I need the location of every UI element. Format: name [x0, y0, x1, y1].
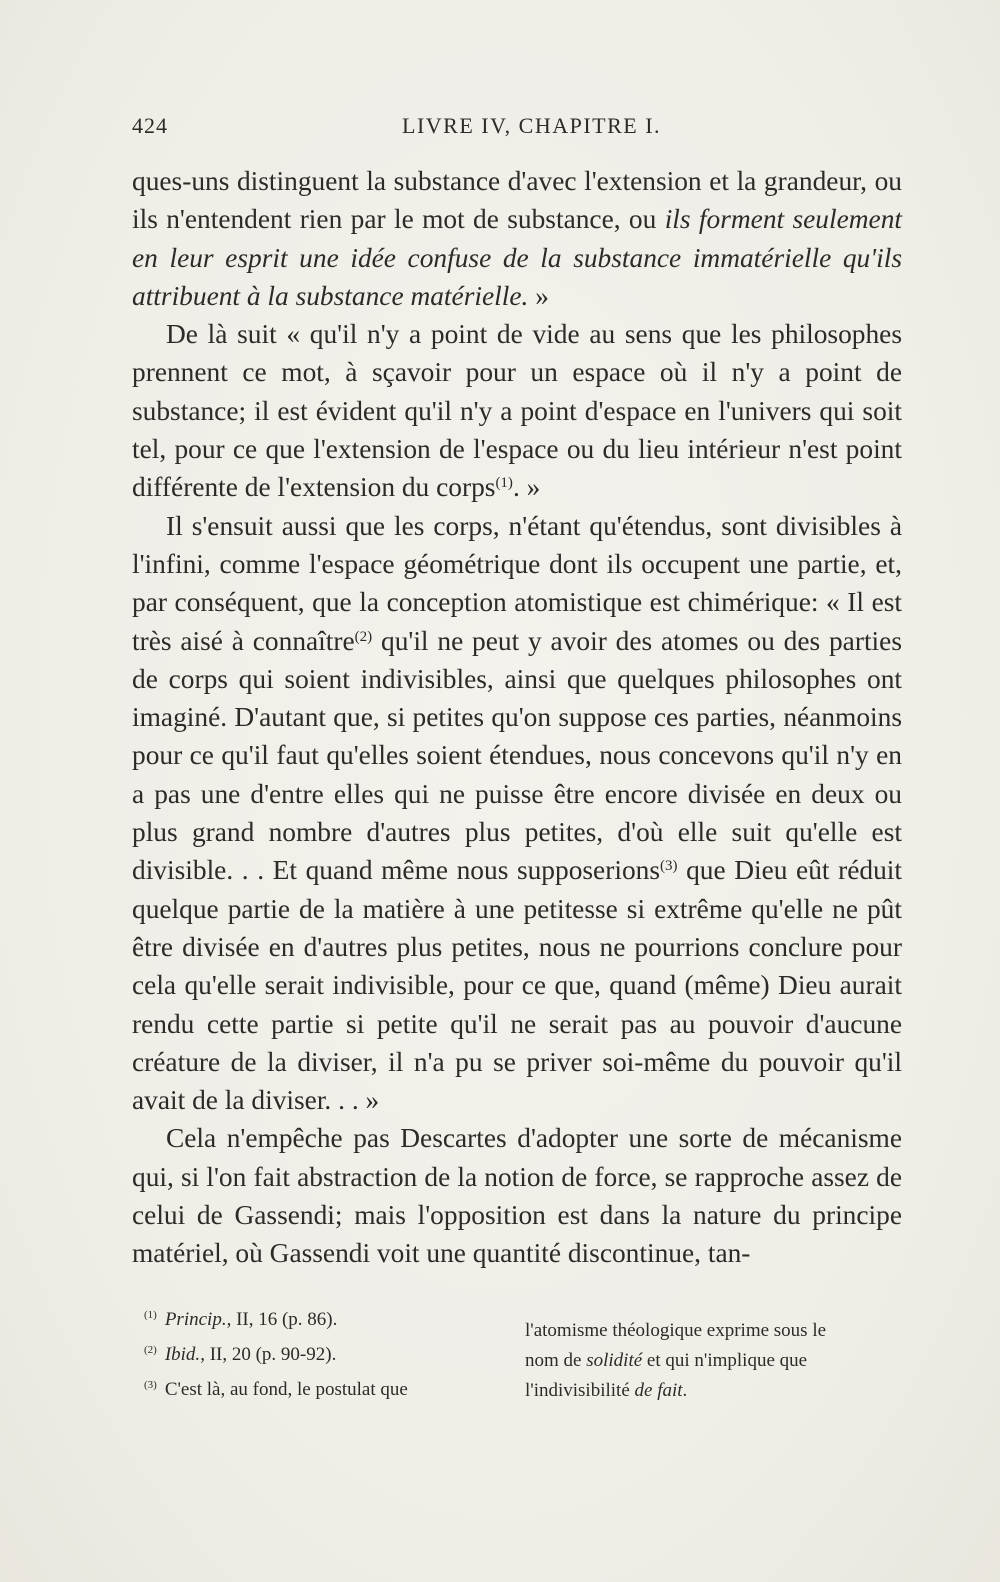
paragraph-1-close: » [528, 280, 549, 311]
paragraph-3-text-a: Il s'ensuit aussi que les corps, n'étant qu'étendus, sont divisibles à l'infini, comme l'espace géométrique dont ils occupent une partie, et, par conséquent, que la conception atomistique est chimérique: « Il est très aisé à connaître [132, 510, 902, 656]
footnote-3-line-3-b: . [682, 1380, 688, 1401]
footnote-1-source: Princip. [164, 1309, 227, 1330]
footnote-3-line-2-b: et qui n'implique que [642, 1350, 808, 1371]
paragraph-3 [132, 507, 902, 1120]
footnote-3-line-1: l'atomisme théologique exprime sous le [525, 1320, 827, 1341]
footnote-3-line-3-a: l'indivisibilité [525, 1380, 635, 1401]
footnote-3-text-left: C'est là, au fond, le postulat que [164, 1379, 408, 1400]
paragraph-1-italic: ils forment seulement en leur esprit une idée confuse de la substance immatérielle qu'ils attribuent à la substance matérielle. [132, 204, 903, 311]
footnote-2-source: Ibid. [164, 1344, 201, 1365]
footnote-3-line-2 [525, 1346, 900, 1376]
body-text [132, 162, 902, 1273]
footnote-ref-1: (1) [495, 475, 513, 492]
paragraph-2-close: . » [512, 472, 541, 503]
footnotes-right-column [525, 1316, 900, 1406]
chapter-heading: LIVRE IV, CHAPITRE I. [402, 113, 662, 138]
footnote-ref-2: (2) [354, 628, 373, 645]
paragraph-3-text-c: que Dieu eût réduit quelque partie de la matière à une petitesse si extrême qu'elle ne pût être divisée en d'autres plus petites, nous ne pourrions conclure pour cela qu'elle serait indivisible, pour ce que, quand (même) Dieu aurait rendu cette partie si petite qu'il ne serait pas au pouvoir d'aucune créature de la diviser, il n'a pu se priver soi-même du pouvoir qu'il avait de la diviser. . . » [132, 855, 902, 1116]
footnotes [132, 1300, 902, 1420]
footnote-2 [144, 1335, 504, 1370]
footnote-3 [144, 1370, 504, 1405]
footnote-3-line-2-a: nom de [525, 1350, 587, 1371]
footnote-ref-3: (3) [660, 858, 678, 875]
footnote-3-line-3-italic: de fait [634, 1380, 683, 1401]
footnote-3-line-3 [525, 1376, 900, 1406]
footnote-1-text: , II, 16 (p. 86). [226, 1309, 338, 1330]
footnote-2-mark: (2) [144, 1344, 157, 1356]
page-number: 424 [132, 113, 168, 138]
paragraph-1 [132, 162, 902, 315]
footnote-3-mark: (3) [144, 1379, 157, 1391]
paragraph-1-text: ques-uns distinguent la substance d'avec l'extension et la grandeur, ou ils n'entendent rien par le mot de substance, ou [132, 166, 902, 235]
paragraph-4: Cela n'empêche pas Descartes d'adopter une sorte de mécanisme qui, si l'on fait abstraction de la notion de force, se rapproche assez de celui de Gassendi; mais l'opposition est dans la nature du principe matériel, où Gassendi voit une quantité discontinue, tan- [132, 1123, 902, 1269]
footnote-1-mark: (1) [144, 1309, 157, 1321]
paragraph-2-text: De là suit « qu'il n'y a point de vide au sens que les philosophes prennent ce mot, à sçavoir pour un espace où il n'y a point de substance; il est évident qu'il n'y a point d'espace en l'univers qui soit tel, pour ce que l'extension de l'espace ou du lieu intérieur n'est point différente de l'extension du corps [132, 319, 902, 503]
footnote-1 [144, 1300, 504, 1335]
footnote-3-line-2-italic: solidité [586, 1350, 643, 1371]
footnotes-left-column [144, 1300, 504, 1405]
paragraph-3-text-b: qu'il ne peut y avoir des atomes ou des parties de corps qui soient indivisibles, ainsi que quelques philosophes ont imaginé. D'autant que, si petites qu'on suppose ces parties, néanmoins pour ce qu'il faut qu'elles soient étendues, nous concevons qu'il n'y en a pas une d'entre elles qui ne puisse être encore divisée en deux ou plus grand nombre d'autres plus petites, d'où elle suit qu'elle est divisible. . . Et quand même nous supposerions [132, 625, 902, 886]
footnote-2-text: , II, 20 (p. 90-92). [200, 1344, 337, 1365]
running-head [132, 113, 902, 143]
paragraph-2 [132, 315, 902, 506]
